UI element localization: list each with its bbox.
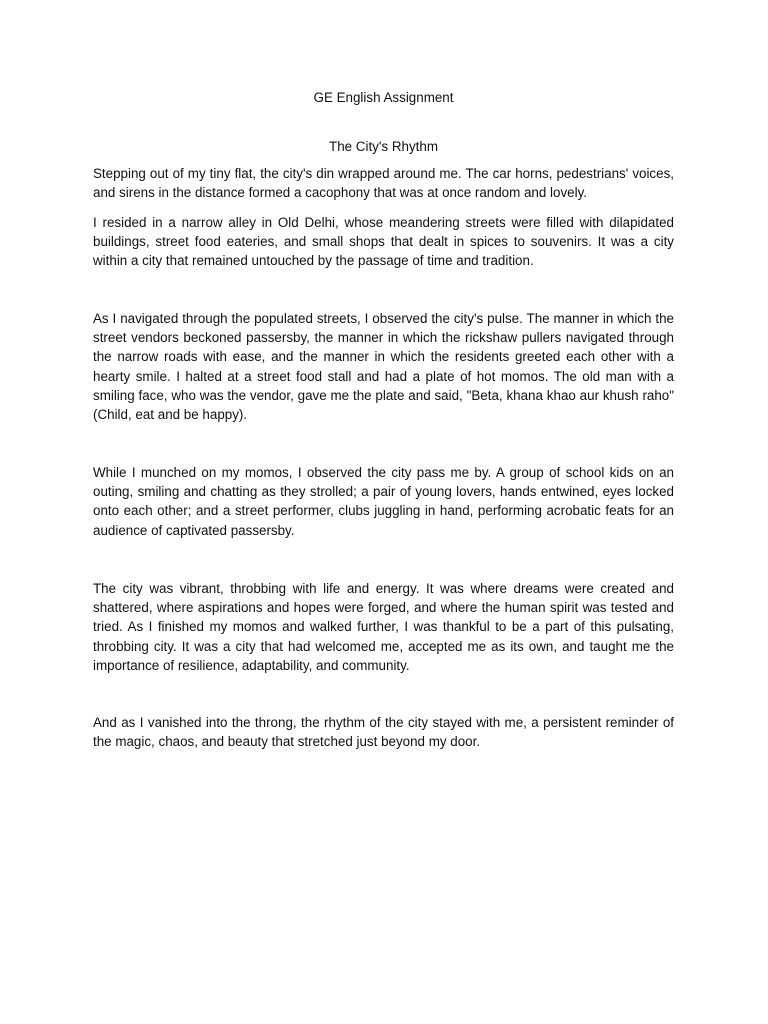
paragraph-2: I resided in a narrow alley in Old Delhi, whose meandering streets were filled with dilapidated buildings, street food eateries, and small shops that dealt in spices to souvenirs. It was a city within a city that remained untouched by the passage of time and tradition. <box>93 215 674 269</box>
paragraph-6: And as I vanished into the throng, the rhythm of the city stayed with me, a persistent reminder of the magic, chaos, and beauty that stretched just beyond my door. <box>93 715 674 750</box>
paragraph-4: While I munched on my momos, I observed the city pass me by. A group of school kids on an outing, smiling and chatting as they strolled; a pair of young lovers, hands entwined, eyes locked onto each other; and a street performer, clubs juggling in hand, performing acrobatic feats for an audience of captivated passersby. <box>93 465 674 538</box>
document-title: The City's Rhythm <box>329 139 438 154</box>
paragraph-5: The city was vibrant, throbbing with life and energy. It was where dreams were created and shattered, where aspirations and hopes were forged, and where the human spirit was tested and tried. As I finished my momos and walked further, I was thankful to be a part of this pulsating, throbbing city. It was a city that had welcomed me, accepted me as its own, and taught me the importance of resilience, adaptability, and community. <box>93 581 674 673</box>
document-header: GE English Assignment <box>313 90 454 105</box>
paragraph-3: As I navigated through the populated streets, I observed the city's pulse. The manner in which the street vendors beckoned passersby, the manner in which the rickshaw pullers navigated through the narrow roads with ease, and the manner in which the residents greeted each other with a hearty smile. I halted at a street food stall and had a plate of hot momos. The old man with a smiling face, who was the vendor, gave me the plate and said, "Beta, khana khao aur khush raho" (Child, eat and be happy). <box>93 311 674 423</box>
paragraph-1: Stepping out of my tiny flat, the city's din wrapped around me. The car horns, pedestrians' voices, and sirens in the distance formed a cacophony that was at once random and lovely. <box>93 166 674 201</box>
